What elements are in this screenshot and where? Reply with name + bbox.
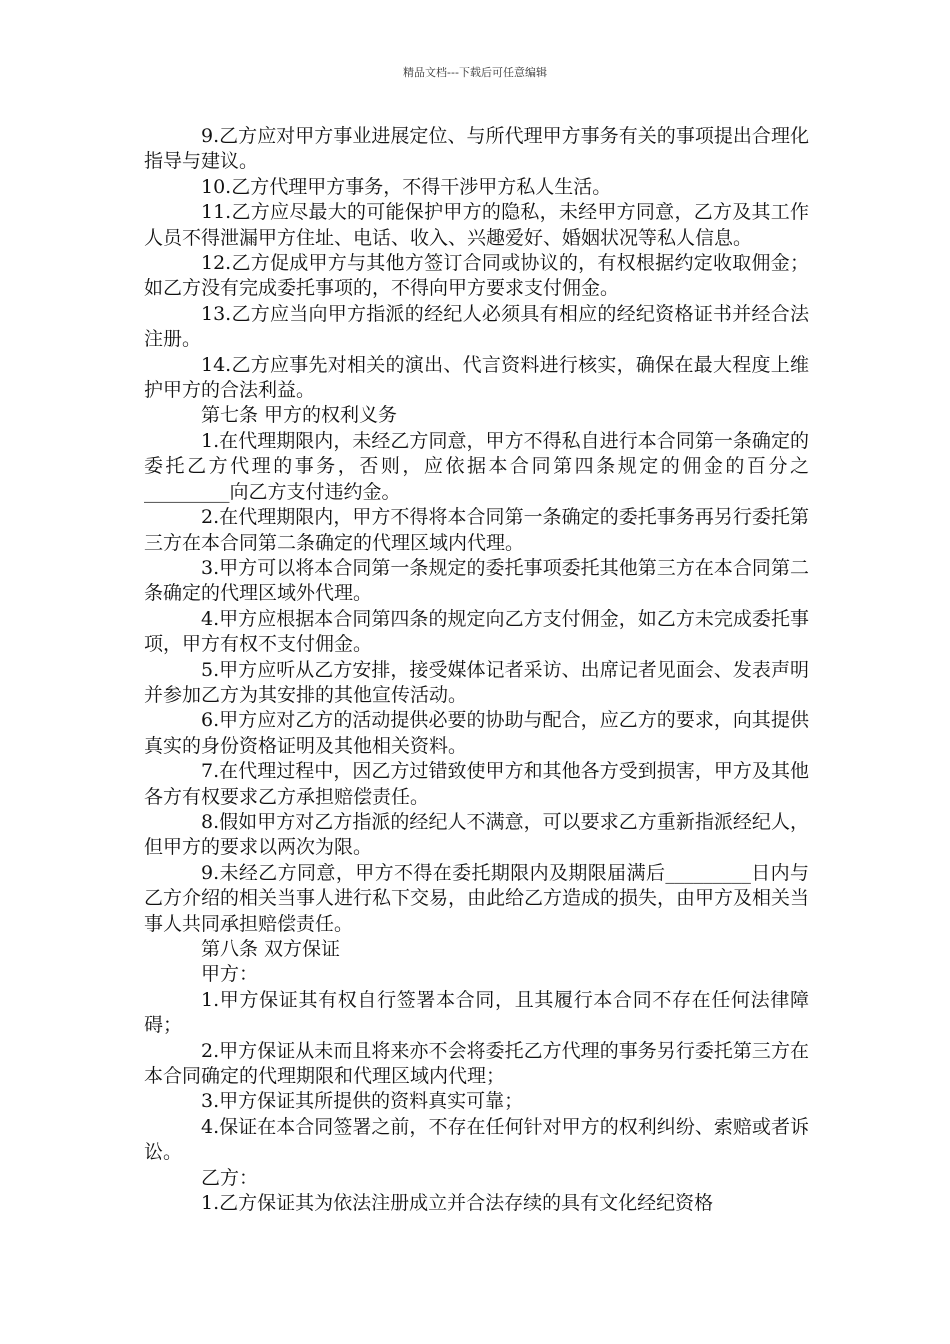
section-heading: 第七条 甲方的权利义务 <box>201 404 398 427</box>
party-label: 乙方： <box>201 1166 259 1189</box>
paragraph: 1.甲方保证其有权自行签署本合同，且其履行本合同不存在任何法律障碍； <box>144 988 809 1037</box>
paragraph: 4.甲方应根据本合同第四条的规定向乙方支付佣金，如乙方未完成委托事项，甲方有权不支付佣金。 <box>144 607 809 656</box>
paragraph: 7.在代理过程中，因乙方过错致使甲方和其他各方受到损害，甲方及其他各方有权要求乙方承担赔偿责任。 <box>144 760 809 808</box>
party-label: 甲方： <box>201 963 259 986</box>
section-heading: 第八条 双方保证 <box>201 938 341 960</box>
paragraph: 2.在代理期限内，甲方不得将本合同第一条确定的委托事务再另行委托第三方在本合同第二条确定的代理区域内代理。 <box>144 506 809 554</box>
paragraph: 2.甲方保证从未而且将来亦不会将委托乙方代理的事务另行委托第三方在本合同确定的代理期限和代理区域内代理； <box>144 1039 809 1088</box>
paragraph: 9.乙方应对甲方事业进展定位、与所代理甲方事务有关的事项提出合理化指导与建议。 <box>144 125 809 173</box>
paragraph: 13.乙方应当向甲方指派的经纪人必须具有相应的经纪资格证书并经合法注册。 <box>144 302 809 351</box>
paragraph: 10.乙方代理甲方事务，不得干涉甲方私人生活。 <box>201 175 612 198</box>
paragraph: 4.保证在本合同签署之前，不存在任何针对甲方的权利纠纷、索赔或者诉讼。 <box>144 1115 809 1164</box>
paragraph: 1.在代理期限内，未经乙方同意，甲方不得私自进行本合同第一条确定的委托乙方代理的事务，否则，应依据本合同第四条规定的佣金的百分之_________向乙方支付违约金。 <box>144 429 809 503</box>
paragraph: 12.乙方促成甲方与其他方签订合同或协议的，有权根据约定收取佣金；如乙方没有完成委托事项的，不得向甲方要求支付佣金。 <box>144 252 809 300</box>
page-header: 精品文档---下载后可任意编辑 <box>403 66 547 79</box>
document-body <box>144 124 809 1216</box>
paragraph: 9.未经乙方同意，甲方不得在委托期限内及期限届满后_________日内与乙方介绍的相关当事人进行私下交易，由此给乙方造成的损失，由甲方及相关当事人共同承担赔偿责任。 <box>144 861 810 935</box>
paragraph: 3.甲方可以将本合同第一条规定的委托事项委托其他第三方在本合同第二条确定的代理区域外代理。 <box>144 556 809 605</box>
paragraph: 1.乙方保证其为依法注册成立并合法存续的具有文化经纪资格 <box>201 1192 714 1215</box>
paragraph: 11.乙方应尽最大的可能保护甲方的隐私，未经甲方同意，乙方及其工作人员不得泄漏甲方住址、电话、收入、兴趣爱好、婚姻状况等私人信息。 <box>144 201 809 249</box>
paragraph: 5.甲方应听从乙方安排，接受媒体记者采访、出席记者见面会、发表声明并参加乙方为其安排的其他宣传活动。 <box>144 658 809 706</box>
paragraph: 8.假如甲方对乙方指派的经纪人不满意，可以要求乙方重新指派经纪人，但甲方的要求以两次为限。 <box>144 810 809 859</box>
paragraph: 3.甲方保证其所提供的资料真实可靠； <box>201 1090 524 1113</box>
paragraph: 14.乙方应事先对相关的演出、代言资料进行核实，确保在最大程度上维护甲方的合法利益。 <box>144 353 809 402</box>
paragraph: 6.甲方应对乙方的活动提供必要的协助与配合，应乙方的要求，向其提供真实的身份资格证明及其他相关资料。 <box>144 709 809 757</box>
